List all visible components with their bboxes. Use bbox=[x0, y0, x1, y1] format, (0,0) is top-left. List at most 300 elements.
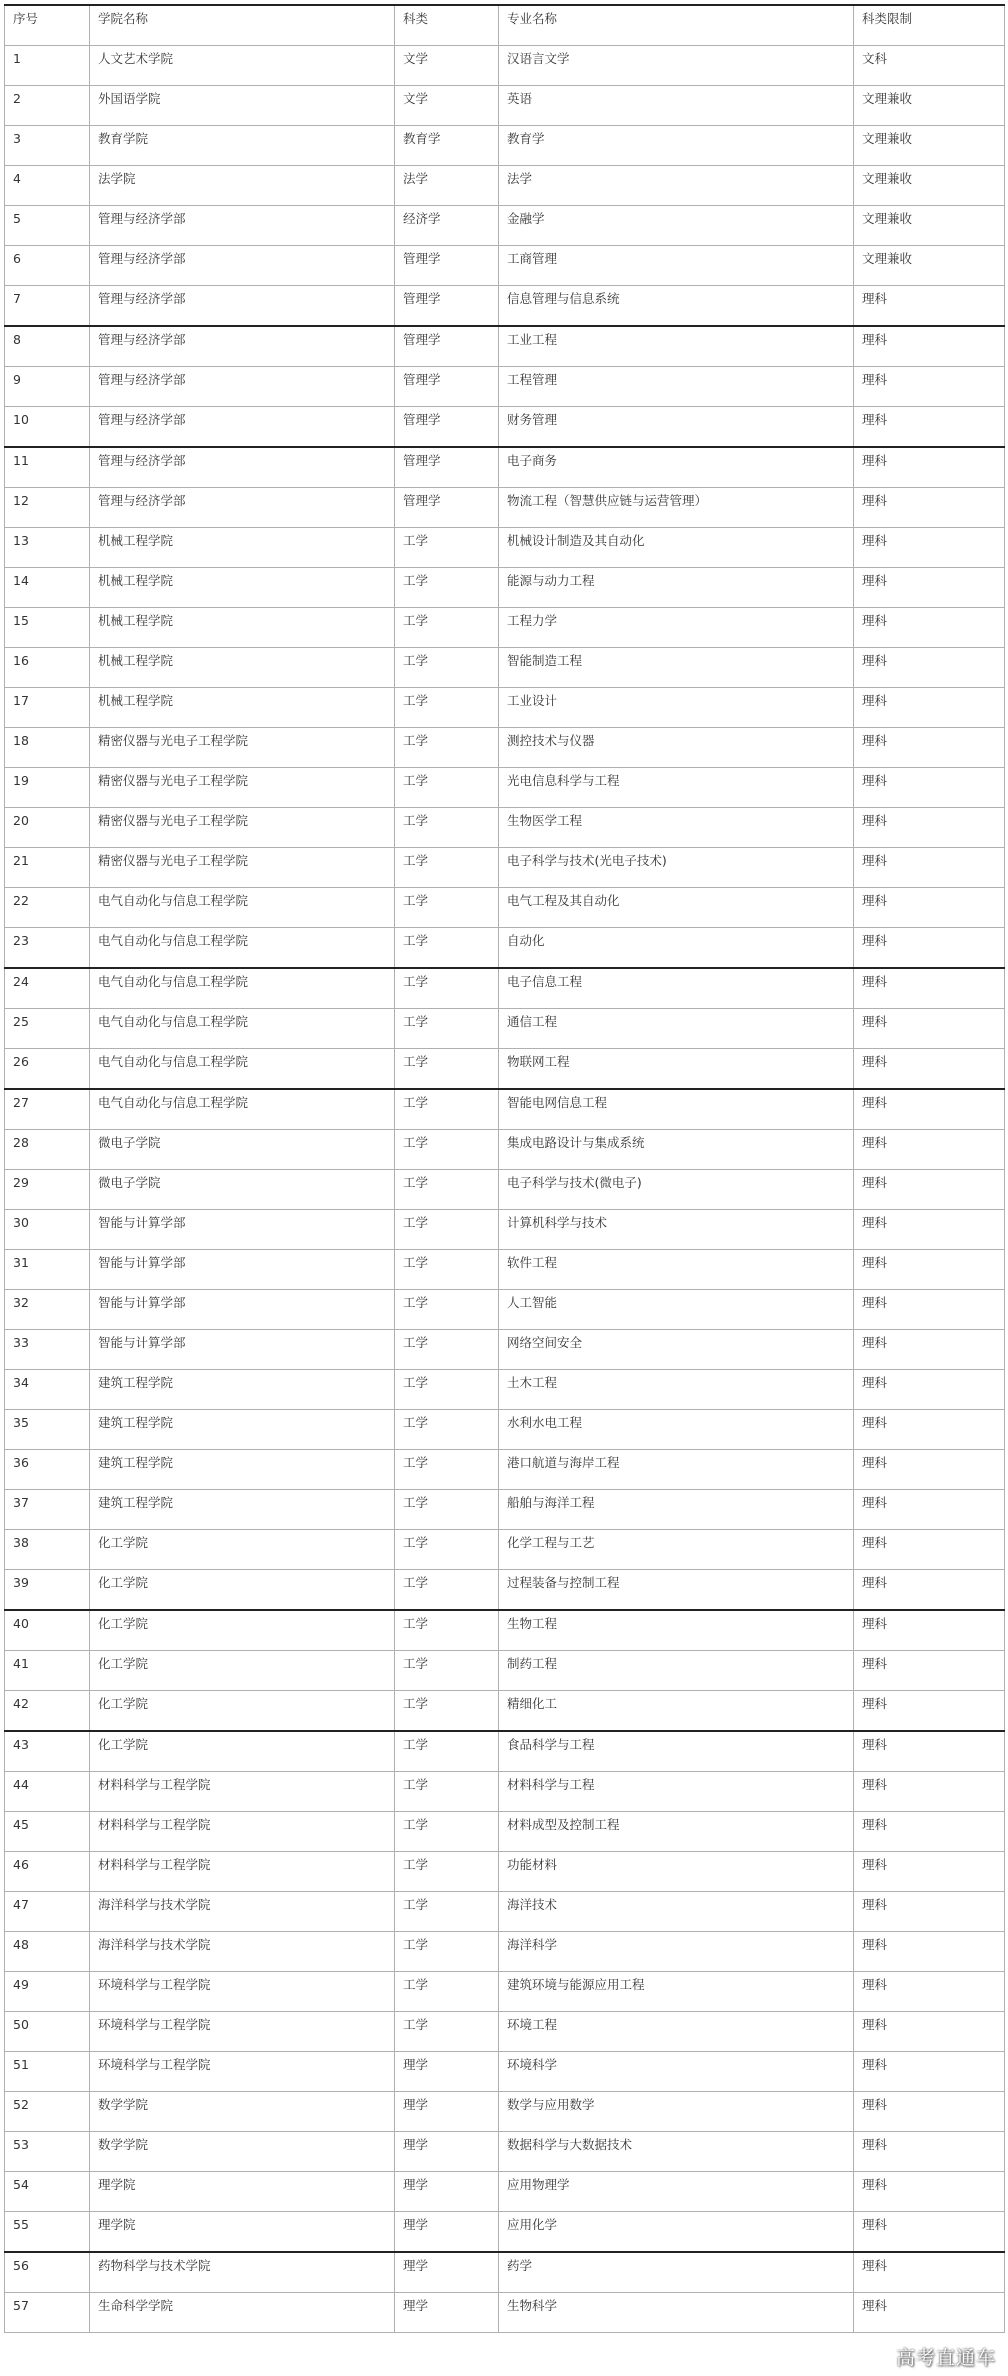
cell-index: 35 bbox=[5, 1410, 90, 1450]
cell-restriction: 理科 bbox=[854, 1530, 1005, 1570]
cell-category: 工学 bbox=[395, 1530, 499, 1570]
cell-index: 20 bbox=[5, 808, 90, 848]
cell-major: 船舶与海洋工程 bbox=[499, 1490, 854, 1530]
cell-college: 精密仪器与光电子工程学院 bbox=[90, 808, 395, 848]
cell-category: 工学 bbox=[395, 808, 499, 848]
cell-college: 微电子学院 bbox=[90, 1130, 395, 1170]
table-row bbox=[5, 928, 1005, 969]
cell-index: 52 bbox=[5, 2092, 90, 2132]
cell-major: 数学与应用数学 bbox=[499, 2092, 854, 2132]
table-row bbox=[5, 1812, 1005, 1852]
cell-restriction: 理科 bbox=[854, 608, 1005, 648]
cell-major: 财务管理 bbox=[499, 407, 854, 448]
cell-category: 工学 bbox=[395, 1130, 499, 1170]
cell-college: 建筑工程学院 bbox=[90, 1450, 395, 1490]
cell-college: 管理与经济学部 bbox=[90, 206, 395, 246]
cell-restriction: 理科 bbox=[854, 688, 1005, 728]
table-row bbox=[5, 1330, 1005, 1370]
table-row bbox=[5, 367, 1005, 407]
cell-major: 工程管理 bbox=[499, 367, 854, 407]
cell-category: 工学 bbox=[395, 1250, 499, 1290]
cell-index: 34 bbox=[5, 1370, 90, 1410]
cell-major: 物联网工程 bbox=[499, 1049, 854, 1090]
cell-restriction: 文理兼收 bbox=[854, 206, 1005, 246]
cell-index: 11 bbox=[5, 447, 90, 488]
cell-major: 集成电路设计与集成系统 bbox=[499, 1130, 854, 1170]
cell-category: 理学 bbox=[395, 2052, 499, 2092]
cell-index: 38 bbox=[5, 1530, 90, 1570]
cell-major: 功能材料 bbox=[499, 1852, 854, 1892]
cell-college: 机械工程学院 bbox=[90, 608, 395, 648]
cell-major: 电气工程及其自动化 bbox=[499, 888, 854, 928]
cell-college: 化工学院 bbox=[90, 1610, 395, 1651]
cell-index: 27 bbox=[5, 1089, 90, 1130]
cell-major: 网络空间安全 bbox=[499, 1330, 854, 1370]
table-row bbox=[5, 1410, 1005, 1450]
cell-category: 工学 bbox=[395, 568, 499, 608]
cell-college: 机械工程学院 bbox=[90, 568, 395, 608]
cell-major: 智能电网信息工程 bbox=[499, 1089, 854, 1130]
cell-college: 法学院 bbox=[90, 166, 395, 206]
cell-college: 建筑工程学院 bbox=[90, 1410, 395, 1450]
cell-restriction: 理科 bbox=[854, 1370, 1005, 1410]
cell-major: 工商管理 bbox=[499, 246, 854, 286]
cell-restriction: 理科 bbox=[854, 2212, 1005, 2253]
table-row bbox=[5, 166, 1005, 206]
cell-restriction: 理科 bbox=[854, 968, 1005, 1009]
cell-major: 法学 bbox=[499, 166, 854, 206]
cell-category: 工学 bbox=[395, 1490, 499, 1530]
cell-category: 工学 bbox=[395, 1210, 499, 1250]
cell-college: 电气自动化与信息工程学院 bbox=[90, 1009, 395, 1049]
cell-major: 物流工程（智慧供应链与运营管理） bbox=[499, 488, 854, 528]
cell-index: 2 bbox=[5, 86, 90, 126]
table-row bbox=[5, 568, 1005, 608]
table-row bbox=[5, 1250, 1005, 1290]
cell-college: 电气自动化与信息工程学院 bbox=[90, 1089, 395, 1130]
cell-category: 工学 bbox=[395, 1370, 499, 1410]
cell-restriction: 理科 bbox=[854, 888, 1005, 928]
cell-college: 材料科学与工程学院 bbox=[90, 1772, 395, 1812]
header-row bbox=[5, 5, 1005, 46]
cell-restriction: 理科 bbox=[854, 1731, 1005, 1772]
cell-major: 材料科学与工程 bbox=[499, 1772, 854, 1812]
cell-college: 管理与经济学部 bbox=[90, 286, 395, 327]
cell-major: 金融学 bbox=[499, 206, 854, 246]
table-row bbox=[5, 968, 1005, 1009]
cell-category: 工学 bbox=[395, 1410, 499, 1450]
cell-college: 材料科学与工程学院 bbox=[90, 1852, 395, 1892]
cell-major: 机械设计制造及其自动化 bbox=[499, 528, 854, 568]
cell-index: 17 bbox=[5, 688, 90, 728]
cell-restriction: 理科 bbox=[854, 928, 1005, 969]
table-row bbox=[5, 1130, 1005, 1170]
cell-restriction: 理科 bbox=[854, 768, 1005, 808]
cell-category: 工学 bbox=[395, 768, 499, 808]
cell-category: 理学 bbox=[395, 2172, 499, 2212]
table-row bbox=[5, 1892, 1005, 1932]
cell-college: 化工学院 bbox=[90, 1651, 395, 1691]
table-row bbox=[5, 407, 1005, 448]
cell-college: 建筑工程学院 bbox=[90, 1490, 395, 1530]
cell-college: 环境科学与工程学院 bbox=[90, 2012, 395, 2052]
cell-restriction: 理科 bbox=[854, 568, 1005, 608]
cell-college: 理学院 bbox=[90, 2212, 395, 2253]
cell-college: 管理与经济学部 bbox=[90, 488, 395, 528]
header-college: 学院名称 bbox=[90, 5, 395, 46]
cell-major: 通信工程 bbox=[499, 1009, 854, 1049]
cell-restriction: 理科 bbox=[854, 1210, 1005, 1250]
cell-index: 39 bbox=[5, 1570, 90, 1611]
cell-college: 电气自动化与信息工程学院 bbox=[90, 1049, 395, 1090]
cell-major: 信息管理与信息系统 bbox=[499, 286, 854, 327]
cell-category: 工学 bbox=[395, 2012, 499, 2052]
cell-index: 28 bbox=[5, 1130, 90, 1170]
cell-index: 10 bbox=[5, 407, 90, 448]
cell-category: 经济学 bbox=[395, 206, 499, 246]
cell-restriction: 理科 bbox=[854, 528, 1005, 568]
cell-restriction: 文科 bbox=[854, 46, 1005, 86]
cell-restriction: 理科 bbox=[854, 2092, 1005, 2132]
cell-college: 精密仪器与光电子工程学院 bbox=[90, 768, 395, 808]
cell-index: 25 bbox=[5, 1009, 90, 1049]
cell-restriction: 理科 bbox=[854, 1130, 1005, 1170]
cell-college: 管理与经济学部 bbox=[90, 367, 395, 407]
cell-category: 管理学 bbox=[395, 367, 499, 407]
cell-restriction: 理科 bbox=[854, 1610, 1005, 1651]
table-row bbox=[5, 488, 1005, 528]
cell-college: 微电子学院 bbox=[90, 1170, 395, 1210]
table-row bbox=[5, 1049, 1005, 1090]
cell-index: 21 bbox=[5, 848, 90, 888]
cell-index: 12 bbox=[5, 488, 90, 528]
cell-category: 管理学 bbox=[395, 447, 499, 488]
cell-restriction: 理科 bbox=[854, 447, 1005, 488]
cell-index: 29 bbox=[5, 1170, 90, 1210]
cell-major: 环境科学 bbox=[499, 2052, 854, 2092]
header-restriction: 科类限制 bbox=[854, 5, 1005, 46]
cell-index: 42 bbox=[5, 1691, 90, 1732]
table-row bbox=[5, 2132, 1005, 2172]
cell-index: 1 bbox=[5, 46, 90, 86]
cell-index: 30 bbox=[5, 1210, 90, 1250]
cell-category: 工学 bbox=[395, 688, 499, 728]
cell-major: 环境工程 bbox=[499, 2012, 854, 2052]
cell-index: 54 bbox=[5, 2172, 90, 2212]
cell-index: 26 bbox=[5, 1049, 90, 1090]
cell-category: 理学 bbox=[395, 2132, 499, 2172]
cell-category: 理学 bbox=[395, 2252, 499, 2293]
cell-restriction: 理科 bbox=[854, 2252, 1005, 2293]
cell-index: 45 bbox=[5, 1812, 90, 1852]
cell-category: 工学 bbox=[395, 1290, 499, 1330]
table-row bbox=[5, 206, 1005, 246]
cell-college: 数学学院 bbox=[90, 2132, 395, 2172]
cell-college: 建筑工程学院 bbox=[90, 1370, 395, 1410]
table-row bbox=[5, 1691, 1005, 1732]
table-row bbox=[5, 648, 1005, 688]
cell-index: 51 bbox=[5, 2052, 90, 2092]
cell-index: 36 bbox=[5, 1450, 90, 1490]
cell-major: 智能制造工程 bbox=[499, 648, 854, 688]
cell-restriction: 理科 bbox=[854, 407, 1005, 448]
cell-restriction: 文理兼收 bbox=[854, 166, 1005, 206]
table-row bbox=[5, 768, 1005, 808]
table-row bbox=[5, 1290, 1005, 1330]
cell-major: 数据科学与大数据技术 bbox=[499, 2132, 854, 2172]
cell-category: 理学 bbox=[395, 2092, 499, 2132]
cell-index: 14 bbox=[5, 568, 90, 608]
table-row bbox=[5, 1089, 1005, 1130]
header-index: 序号 bbox=[5, 5, 90, 46]
cell-index: 5 bbox=[5, 206, 90, 246]
cell-major: 制药工程 bbox=[499, 1651, 854, 1691]
cell-category: 工学 bbox=[395, 1932, 499, 1972]
cell-category: 管理学 bbox=[395, 246, 499, 286]
cell-category: 工学 bbox=[395, 1892, 499, 1932]
table-row bbox=[5, 2172, 1005, 2212]
cell-index: 57 bbox=[5, 2293, 90, 2333]
cell-restriction: 理科 bbox=[854, 1570, 1005, 1611]
cell-college: 管理与经济学部 bbox=[90, 447, 395, 488]
table-row bbox=[5, 808, 1005, 848]
cell-category: 理学 bbox=[395, 2293, 499, 2333]
cell-major: 汉语言文学 bbox=[499, 46, 854, 86]
cell-index: 19 bbox=[5, 768, 90, 808]
cell-category: 工学 bbox=[395, 1731, 499, 1772]
table-row bbox=[5, 688, 1005, 728]
cell-restriction: 理科 bbox=[854, 2052, 1005, 2092]
cell-restriction: 文理兼收 bbox=[854, 126, 1005, 166]
table-row bbox=[5, 1210, 1005, 1250]
cell-college: 管理与经济学部 bbox=[90, 326, 395, 367]
cell-college: 机械工程学院 bbox=[90, 688, 395, 728]
cell-college: 数学学院 bbox=[90, 2092, 395, 2132]
cell-index: 15 bbox=[5, 608, 90, 648]
cell-major: 光电信息科学与工程 bbox=[499, 768, 854, 808]
cell-major: 软件工程 bbox=[499, 1250, 854, 1290]
cell-college: 智能与计算学部 bbox=[90, 1210, 395, 1250]
cell-category: 工学 bbox=[395, 1049, 499, 1090]
cell-major: 自动化 bbox=[499, 928, 854, 969]
cell-restriction: 理科 bbox=[854, 1812, 1005, 1852]
cell-restriction: 理科 bbox=[854, 648, 1005, 688]
cell-college: 教育学院 bbox=[90, 126, 395, 166]
cell-restriction: 理科 bbox=[854, 1892, 1005, 1932]
cell-college: 管理与经济学部 bbox=[90, 246, 395, 286]
cell-index: 24 bbox=[5, 968, 90, 1009]
cell-index: 22 bbox=[5, 888, 90, 928]
cell-index: 4 bbox=[5, 166, 90, 206]
cell-category: 工学 bbox=[395, 528, 499, 568]
cell-category: 管理学 bbox=[395, 326, 499, 367]
cell-restriction: 理科 bbox=[854, 1972, 1005, 2012]
cell-college: 海洋科学与技术学院 bbox=[90, 1932, 395, 1972]
cell-index: 46 bbox=[5, 1852, 90, 1892]
table-row bbox=[5, 1170, 1005, 1210]
watermark: 高考直通车 bbox=[895, 2347, 996, 2369]
cell-category: 工学 bbox=[395, 1610, 499, 1651]
cell-major: 教育学 bbox=[499, 126, 854, 166]
cell-major: 材料成型及控制工程 bbox=[499, 1812, 854, 1852]
cell-restriction: 理科 bbox=[854, 1049, 1005, 1090]
cell-major: 电子科学与技术(光电子技术) bbox=[499, 848, 854, 888]
cell-college: 管理与经济学部 bbox=[90, 407, 395, 448]
cell-index: 13 bbox=[5, 528, 90, 568]
cell-major: 人工智能 bbox=[499, 1290, 854, 1330]
table-row bbox=[5, 848, 1005, 888]
cell-college: 精密仪器与光电子工程学院 bbox=[90, 848, 395, 888]
table-row bbox=[5, 728, 1005, 768]
cell-major: 电子信息工程 bbox=[499, 968, 854, 1009]
cell-category: 法学 bbox=[395, 166, 499, 206]
cell-restriction: 理科 bbox=[854, 1330, 1005, 1370]
cell-college: 海洋科学与技术学院 bbox=[90, 1892, 395, 1932]
cell-index: 3 bbox=[5, 126, 90, 166]
cell-category: 工学 bbox=[395, 648, 499, 688]
cell-major: 港口航道与海岸工程 bbox=[499, 1450, 854, 1490]
cell-major: 工业设计 bbox=[499, 688, 854, 728]
table-row bbox=[5, 888, 1005, 928]
table-row bbox=[5, 246, 1005, 286]
table-row bbox=[5, 1932, 1005, 1972]
cell-college: 化工学院 bbox=[90, 1731, 395, 1772]
cell-major: 精细化工 bbox=[499, 1691, 854, 1732]
cell-college: 电气自动化与信息工程学院 bbox=[90, 928, 395, 969]
cell-restriction: 理科 bbox=[854, 2293, 1005, 2333]
cell-index: 41 bbox=[5, 1651, 90, 1691]
cell-college: 人文艺术学院 bbox=[90, 46, 395, 86]
cell-index: 44 bbox=[5, 1772, 90, 1812]
cell-category: 工学 bbox=[395, 968, 499, 1009]
cell-category: 工学 bbox=[395, 1812, 499, 1852]
table-row bbox=[5, 608, 1005, 648]
cell-restriction: 理科 bbox=[854, 1009, 1005, 1049]
cell-major: 药学 bbox=[499, 2252, 854, 2293]
cell-restriction: 理科 bbox=[854, 1290, 1005, 1330]
cell-major: 食品科学与工程 bbox=[499, 1731, 854, 1772]
table-row bbox=[5, 2212, 1005, 2253]
cell-college: 环境科学与工程学院 bbox=[90, 1972, 395, 2012]
cell-restriction: 理科 bbox=[854, 1691, 1005, 1732]
cell-major: 生物医学工程 bbox=[499, 808, 854, 848]
table-row bbox=[5, 1490, 1005, 1530]
cell-restriction: 理科 bbox=[854, 728, 1005, 768]
majors-table bbox=[4, 4, 1005, 2333]
cell-category: 工学 bbox=[395, 728, 499, 768]
table-row bbox=[5, 1610, 1005, 1651]
cell-college: 智能与计算学部 bbox=[90, 1290, 395, 1330]
cell-restriction: 理科 bbox=[854, 2132, 1005, 2172]
cell-category: 工学 bbox=[395, 1972, 499, 2012]
table-row bbox=[5, 2012, 1005, 2052]
cell-restriction: 理科 bbox=[854, 1651, 1005, 1691]
cell-category: 工学 bbox=[395, 1852, 499, 1892]
cell-restriction: 理科 bbox=[854, 1410, 1005, 1450]
cell-major: 工业工程 bbox=[499, 326, 854, 367]
cell-major: 应用化学 bbox=[499, 2212, 854, 2253]
cell-major: 测控技术与仪器 bbox=[499, 728, 854, 768]
cell-restriction: 文理兼收 bbox=[854, 86, 1005, 126]
cell-index: 31 bbox=[5, 1250, 90, 1290]
cell-index: 40 bbox=[5, 1610, 90, 1651]
table-row bbox=[5, 528, 1005, 568]
cell-index: 16 bbox=[5, 648, 90, 688]
cell-category: 工学 bbox=[395, 1772, 499, 1812]
table-row bbox=[5, 1651, 1005, 1691]
cell-category: 管理学 bbox=[395, 286, 499, 327]
table-row bbox=[5, 1772, 1005, 1812]
header-category: 科类 bbox=[395, 5, 499, 46]
table-row bbox=[5, 326, 1005, 367]
cell-major: 生物工程 bbox=[499, 1610, 854, 1651]
cell-category: 工学 bbox=[395, 1691, 499, 1732]
cell-major: 海洋科学 bbox=[499, 1932, 854, 1972]
cell-index: 37 bbox=[5, 1490, 90, 1530]
cell-index: 32 bbox=[5, 1290, 90, 1330]
cell-index: 18 bbox=[5, 728, 90, 768]
cell-index: 6 bbox=[5, 246, 90, 286]
cell-category: 管理学 bbox=[395, 488, 499, 528]
cell-category: 文学 bbox=[395, 86, 499, 126]
cell-category: 理学 bbox=[395, 2212, 499, 2253]
cell-index: 53 bbox=[5, 2132, 90, 2172]
cell-restriction: 理科 bbox=[854, 2012, 1005, 2052]
cell-category: 工学 bbox=[395, 1450, 499, 1490]
cell-index: 8 bbox=[5, 326, 90, 367]
cell-restriction: 理科 bbox=[854, 808, 1005, 848]
cell-index: 55 bbox=[5, 2212, 90, 2253]
cell-major: 工程力学 bbox=[499, 608, 854, 648]
cell-major: 化学工程与工艺 bbox=[499, 1530, 854, 1570]
cell-college: 机械工程学院 bbox=[90, 648, 395, 688]
cell-index: 47 bbox=[5, 1892, 90, 1932]
cell-major: 土木工程 bbox=[499, 1370, 854, 1410]
table-row bbox=[5, 126, 1005, 166]
cell-college: 理学院 bbox=[90, 2172, 395, 2212]
cell-category: 工学 bbox=[395, 1089, 499, 1130]
cell-college: 智能与计算学部 bbox=[90, 1250, 395, 1290]
cell-index: 48 bbox=[5, 1932, 90, 1972]
table-row bbox=[5, 1972, 1005, 2012]
cell-college: 环境科学与工程学院 bbox=[90, 2052, 395, 2092]
cell-major: 电子科学与技术(微电子) bbox=[499, 1170, 854, 1210]
cell-restriction: 理科 bbox=[854, 1490, 1005, 1530]
cell-restriction: 文理兼收 bbox=[854, 246, 1005, 286]
cell-restriction: 理科 bbox=[854, 286, 1005, 327]
cell-major: 应用物理学 bbox=[499, 2172, 854, 2212]
cell-college: 化工学院 bbox=[90, 1570, 395, 1611]
cell-major: 水利水电工程 bbox=[499, 1410, 854, 1450]
table-row bbox=[5, 1450, 1005, 1490]
cell-category: 工学 bbox=[395, 1330, 499, 1370]
cell-index: 23 bbox=[5, 928, 90, 969]
cell-category: 管理学 bbox=[395, 407, 499, 448]
cell-college: 材料科学与工程学院 bbox=[90, 1812, 395, 1852]
cell-restriction: 理科 bbox=[854, 1772, 1005, 1812]
cell-major: 英语 bbox=[499, 86, 854, 126]
cell-restriction: 理科 bbox=[854, 848, 1005, 888]
cell-college: 药物科学与技术学院 bbox=[90, 2252, 395, 2293]
cell-college: 化工学院 bbox=[90, 1530, 395, 1570]
cell-restriction: 理科 bbox=[854, 1450, 1005, 1490]
cell-college: 精密仪器与光电子工程学院 bbox=[90, 728, 395, 768]
table-row bbox=[5, 2293, 1005, 2333]
cell-index: 56 bbox=[5, 2252, 90, 2293]
cell-restriction: 理科 bbox=[854, 1250, 1005, 1290]
cell-college: 生命科学学院 bbox=[90, 2293, 395, 2333]
cell-index: 9 bbox=[5, 367, 90, 407]
